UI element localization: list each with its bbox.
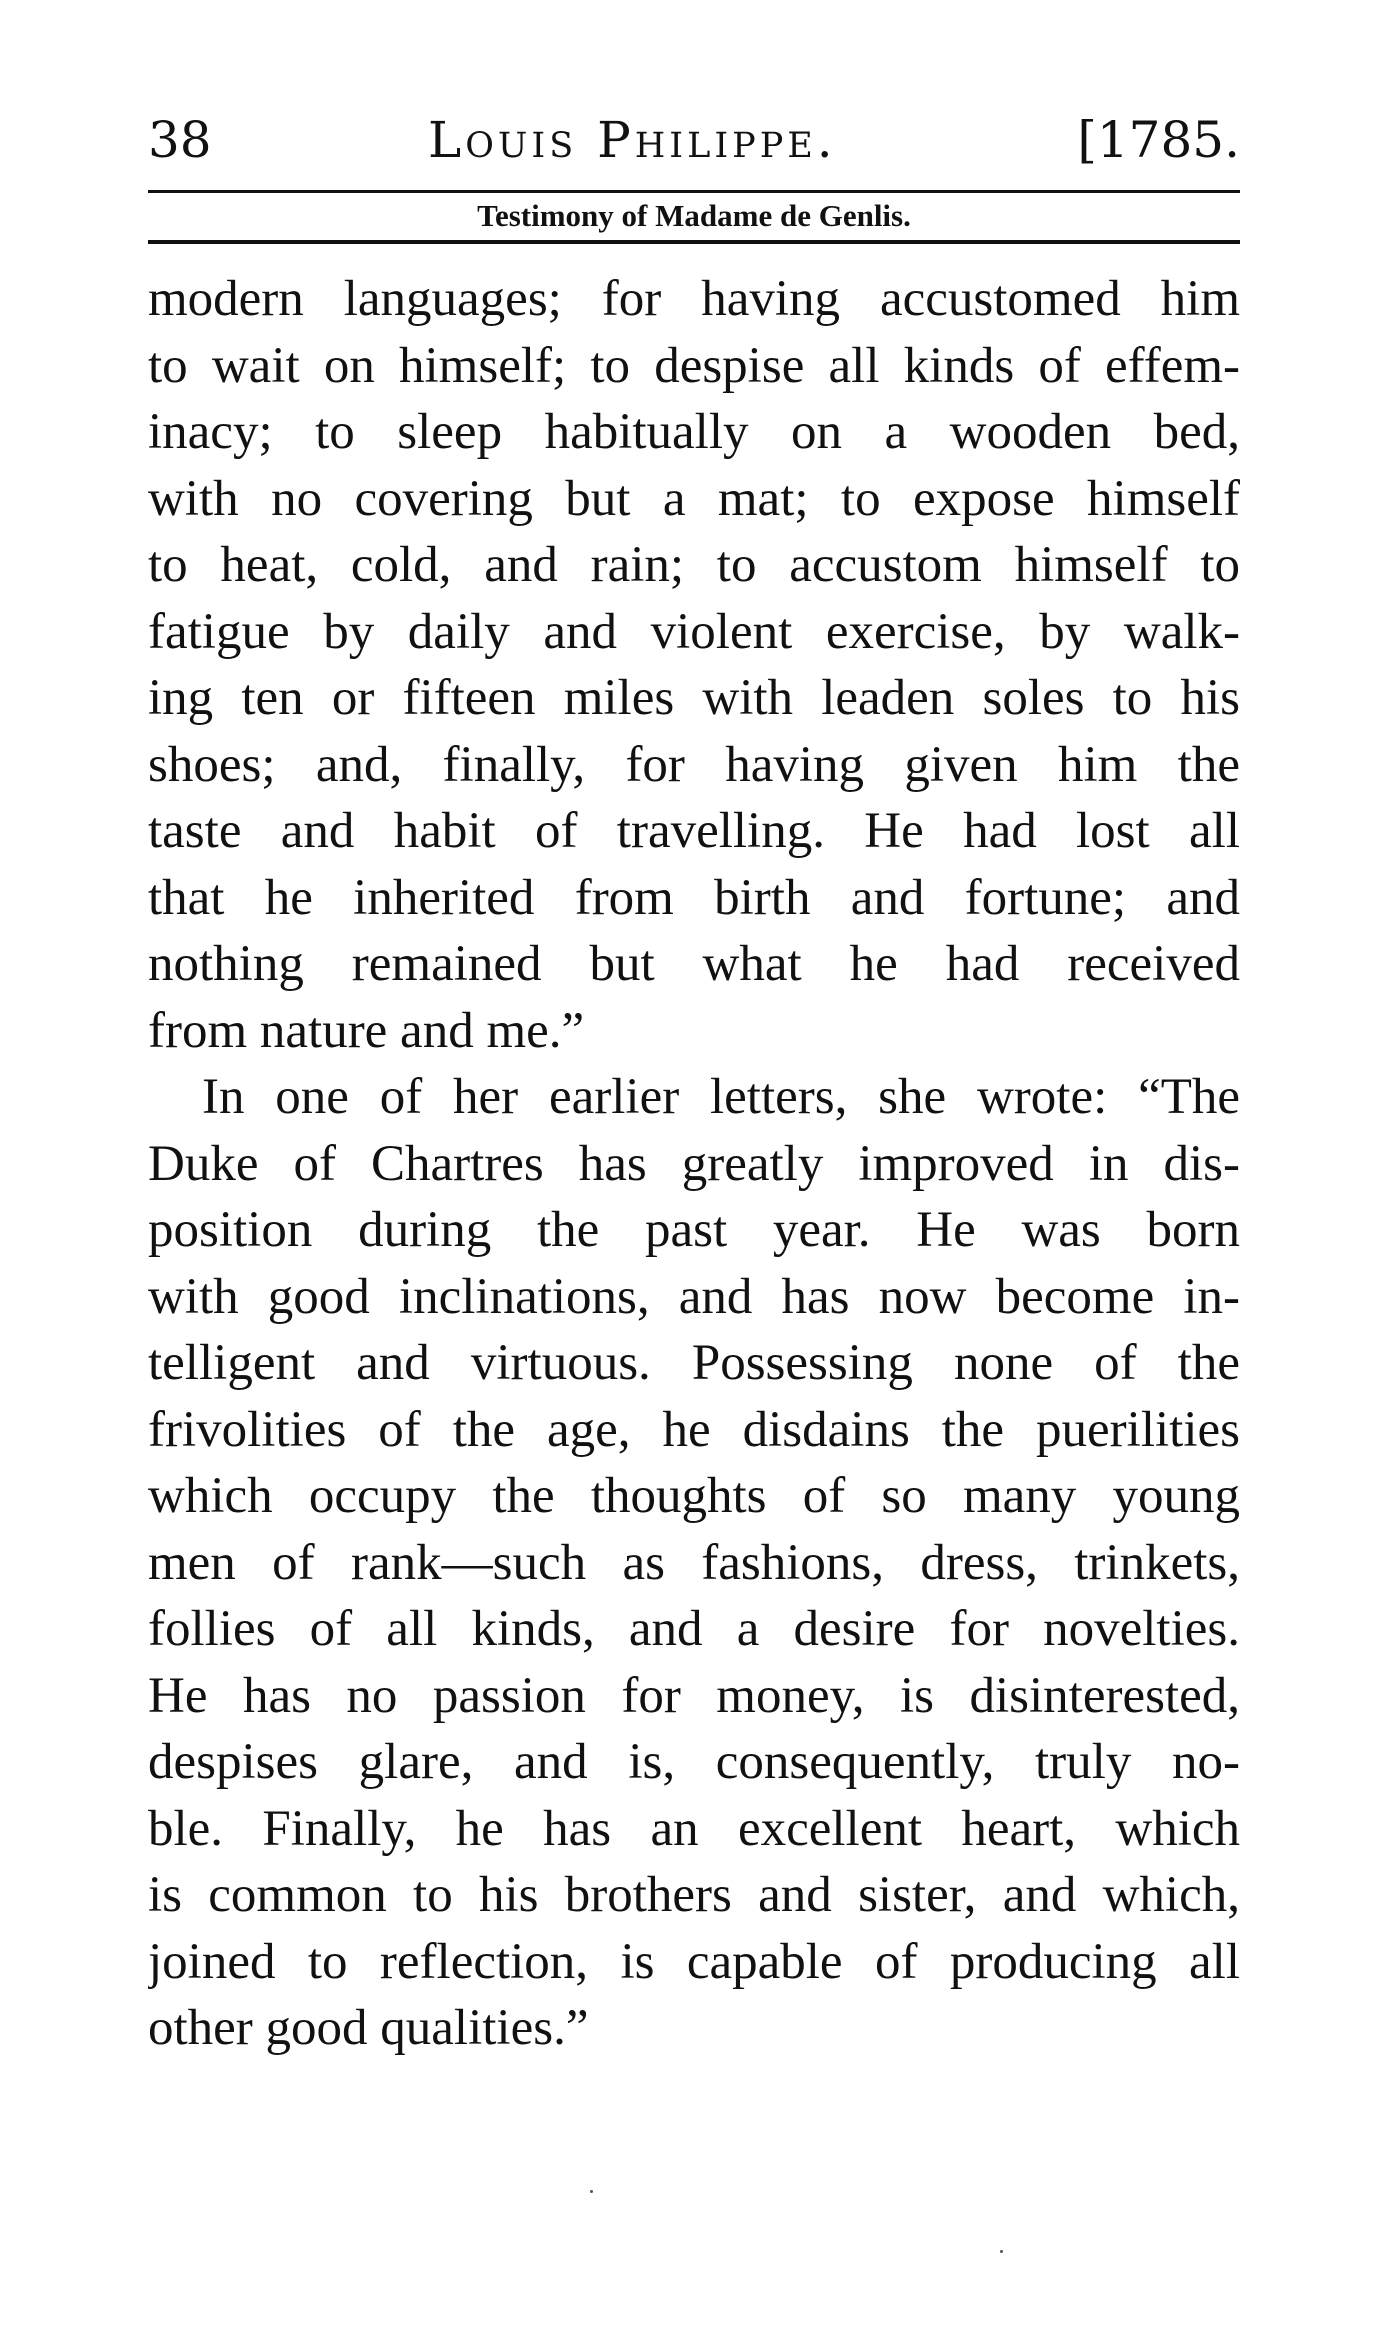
text-line: that he inherited from birth and fortune; and [148,869,1240,926]
text-line: joined to reflection, is capable of producing all [148,1933,1240,1990]
text-line: which occupy the thoughts of so many young [148,1468,1240,1524]
text-line: men of rank—such as fashions, dress, trinkets, [148,1534,1240,1591]
text-line: modern languages; for having accustomed him [148,271,1240,327]
text-line: to heat, cold, and rain; to accustom himself to [148,537,1240,593]
text-line: Duke of Chartres has greatly improved in dis- [148,1135,1240,1192]
text-line: despises glare, and is, consequently, truly no- [148,1734,1240,1790]
text-line: taste and habit of travelling. He had lost all [148,803,1240,859]
text-line: from nature and me.” [148,1002,585,1059]
text-line: frivolities of the age, he disdains the puerilities [148,1401,1240,1458]
book-title: Louis Philippe. [428,111,837,169]
text-line: follies of all kinds, and a desire for novelties. [148,1601,1240,1657]
text-line: inacy; to sleep habitually on a wooden bed, [148,404,1240,460]
paper-speck [590,2190,593,2193]
text-line: He has no passion for money, is disinterested, [148,1667,1240,1724]
paragraph-1 [148,266,1240,1064]
text-line: ing ten or fifteen miles with leaden soles to his [148,670,1240,726]
paper-speck [1000,2250,1003,2253]
text-line: ble. Finally, he has an excellent heart, which [148,1800,1240,1857]
running-head [148,100,1240,180]
chapter-year: [1785. [1077,111,1240,169]
paragraph-2 [148,1064,1240,2062]
text-line: to wait on himself; to despise all kinds of effem- [148,337,1240,394]
text-line: position during the past year. He was born [148,1202,1240,1258]
text-line: with good inclinations, and has now become in- [148,1268,1240,1325]
text-line: shoes; and, finally, for having given him the [148,736,1240,793]
text-line: telligent and virtuous. Possessing none of the [148,1335,1240,1391]
text-line: is common to his brothers and sister, and which, [148,1867,1240,1923]
text-line: nothing remained but what he had received [148,936,1240,992]
text-line: fatigue by daily and violent exercise, by walk- [148,603,1240,660]
section-subheading: Testimony of Madame de Genlis. [477,198,911,233]
text-line: other good qualities.” [148,2000,589,2056]
header-rule-top [148,190,1240,193]
body-text [148,266,1240,2062]
header-rule-bottom [148,240,1240,244]
text-line: with no covering but a mat; to expose himself [148,470,1240,527]
text-line: In one of her earlier letters, she wrote: “The [202,1069,1240,1125]
page-number: 38 [148,111,212,169]
